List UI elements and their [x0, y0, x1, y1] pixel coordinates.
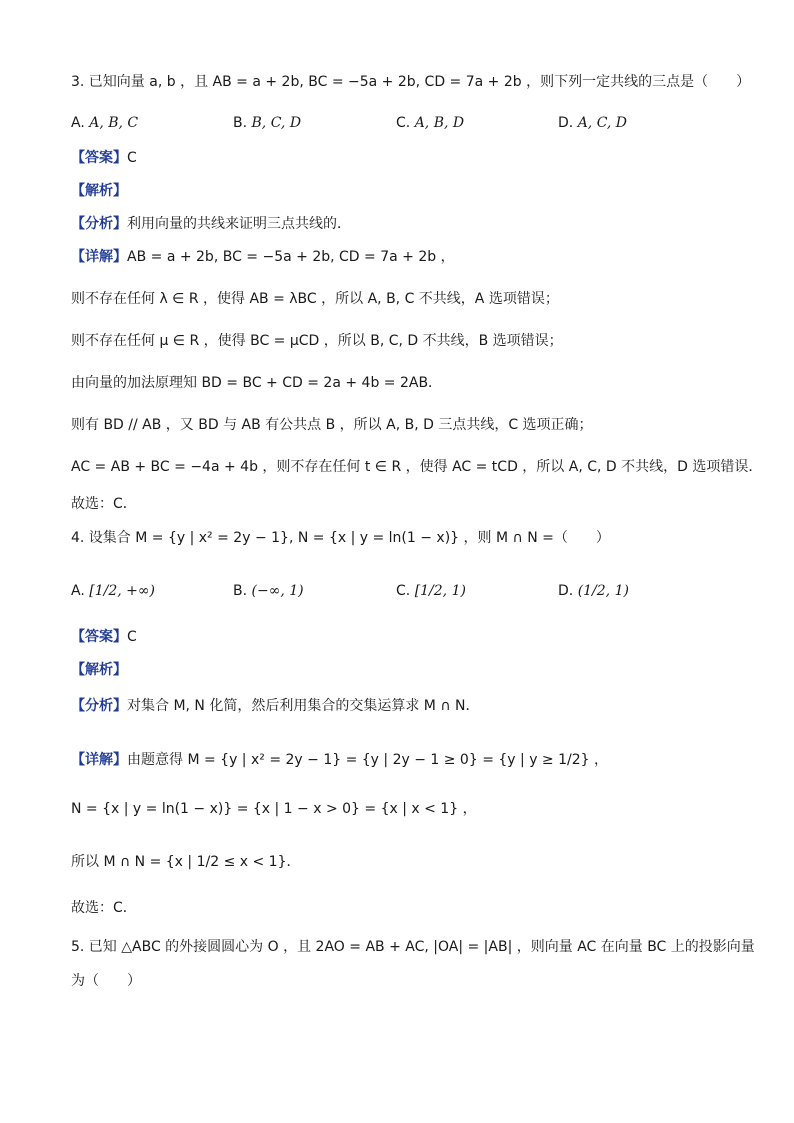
q3-conclusion: 故选：C．: [71, 496, 137, 512]
option-label: D.: [558, 115, 574, 131]
option-label: B.: [233, 115, 248, 131]
q4-option-d: [558, 581, 629, 601]
option-text: B, C, D: [251, 115, 302, 131]
q4-option-c: [396, 581, 466, 601]
q4-option-a: [71, 581, 155, 601]
q4-answer: [71, 627, 137, 647]
answer-tag: 【答案】: [71, 150, 127, 166]
q4-conclusion: 故选：C．: [71, 900, 137, 916]
detail-text: 由题意得 M = {y | x² = 2y − 1} = {y | 2y − 1 ≥ 0} = {y | y ≥ 1/2} ，: [127, 752, 608, 768]
q5-stem-continued: 为（ ）: [71, 973, 141, 989]
detail-text: AB = a + 2b, BC = −5a + 2b, CD = 7a + 2b ，: [127, 249, 455, 265]
option-text: (1/2, 1): [577, 583, 629, 599]
q3-option-b: [233, 113, 301, 133]
option-label: A.: [71, 115, 85, 131]
q3-stem: 3. 已知向量 a, b ，且 AB = a + 2b, BC = −5a + 2b, CD = 7a + 2b ，则下列一定共线的三点是（ ）: [71, 74, 751, 90]
fenxi-tag: 【分析】: [71, 216, 127, 232]
q4-detail-line-2: N = {x | y = ln(1 − x)} = {x | 1 − x > 0} = {x | x < 1} ，: [71, 801, 477, 817]
q3-detail-line-1: [71, 247, 455, 267]
q4-stem: 4. 设集合 M = {y | x² = 2y − 1}, N = {x | y = ln(1 − x)} ，则 M ∩ N =（ ）: [71, 530, 610, 546]
xiangjie-tag: 【详解】: [71, 752, 127, 768]
option-text: (−∞, 1): [251, 583, 304, 599]
q5-stem: 5. 已知 △ABC 的外接圆圆心为 O ，且 2AO = AB + AC, |OA| = |AB| ，则向量 AC 在向量 BC 上的投影向量: [71, 939, 755, 955]
analysis-tag: 【解析】: [71, 662, 127, 678]
q3-analysis-tag: [71, 181, 127, 201]
analysis-tag: 【解析】: [71, 183, 127, 199]
option-text: A, B, D: [414, 115, 465, 131]
option-text: [1/2, +∞): [89, 583, 155, 599]
q4-detail-line-1: [71, 750, 608, 770]
q4-detail-line-3: 所以 M ∩ N = {x | 1/2 ≤ x < 1}．: [71, 854, 301, 870]
q3-option-d: [558, 113, 627, 133]
fenxi-tag: 【分析】: [71, 698, 127, 714]
option-text: A, C, D: [577, 115, 628, 131]
fenxi-text: 利用向量的共线来证明三点共线的．: [127, 216, 351, 232]
answer-value: C: [127, 629, 137, 645]
q3-detail-line-6: AC = AB + BC = −4a + 4b ，则不存在任何 t ∈ R ，使得 AC = tCD ，所以 A, C, D 不共线，D 选项错误．: [71, 459, 763, 475]
q3-detail-line-5: 则有 BD // AB ，又 BD 与 AB 有公共点 B ，所以 A, B, D 三点共线，C 选项正确；: [71, 417, 593, 433]
q3-detail-line-4: 由向量的加法原理知 BD = BC + CD = 2a + 4b = 2AB．: [71, 375, 443, 391]
q3-answer: [71, 148, 137, 168]
option-label: A.: [71, 583, 85, 599]
q3-option-a: [71, 113, 138, 133]
option-label: D.: [558, 583, 574, 599]
xiangjie-tag: 【详解】: [71, 249, 127, 265]
fenxi-text: 对集合 M, N 化简，然后利用集合的交集运算求 M ∩ N．: [127, 698, 480, 714]
q3-option-c: [396, 113, 464, 133]
answer-value: C: [127, 150, 137, 166]
option-text: [1/2, 1): [414, 583, 466, 599]
answer-tag: 【答案】: [71, 629, 127, 645]
q3-detail-line-3: 则不存在任何 μ ∈ R ，使得 BC = μCD ，所以 B, C, D 不共线，B 选项错误；: [71, 333, 563, 349]
q3-detail-line-2: 则不存在任何 λ ∈ R ，使得 AB = λBC ，所以 A, B, C 不共线，A 选项错误；: [71, 291, 559, 307]
option-label: C.: [396, 583, 411, 599]
q3-fenxi: [71, 214, 351, 234]
q4-analysis-tag: [71, 660, 127, 680]
q4-fenxi: [71, 696, 480, 716]
option-label: C.: [396, 115, 411, 131]
option-text: A, B, C: [89, 115, 139, 131]
q4-option-b: [233, 581, 304, 601]
option-label: B.: [233, 583, 248, 599]
